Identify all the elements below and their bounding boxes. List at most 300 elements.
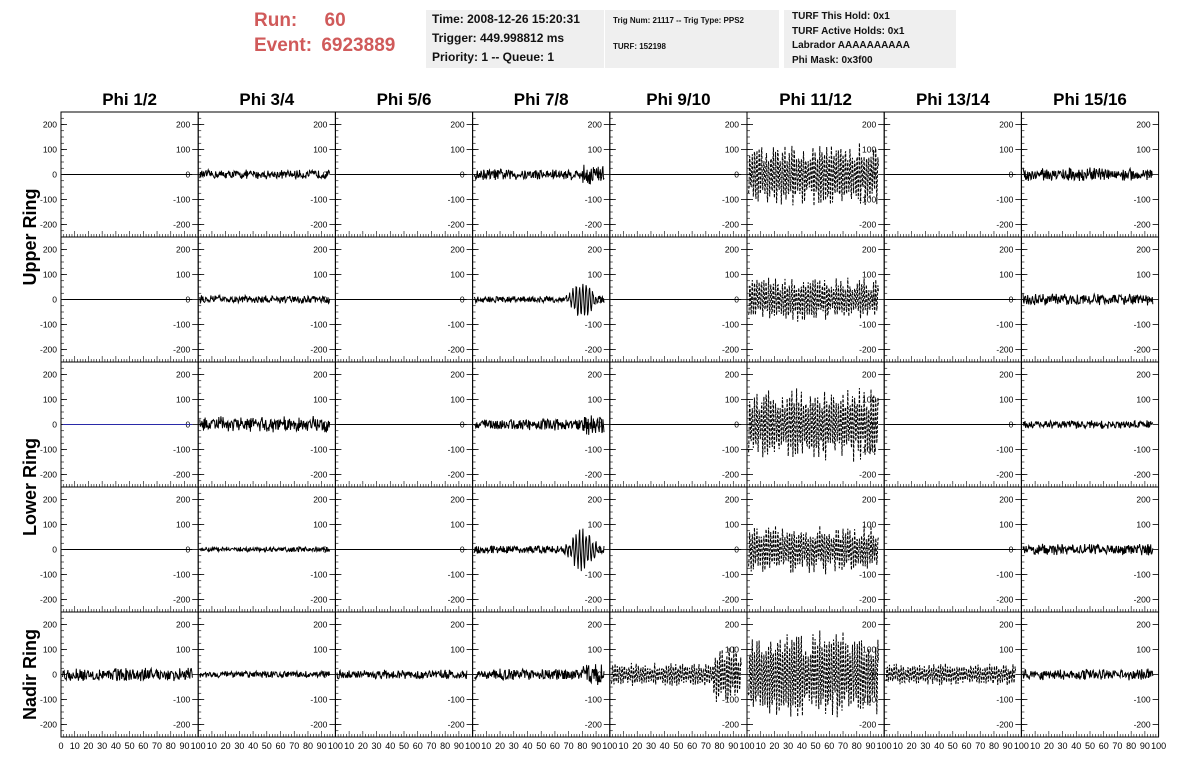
x-tick-label: 70 bbox=[426, 741, 437, 751]
y-tick-label: 200 bbox=[1136, 369, 1151, 380]
y-tick-label: 100 bbox=[1136, 394, 1151, 405]
y-tick-label: -200 bbox=[1133, 219, 1151, 230]
x-tick-label: 70 bbox=[152, 741, 163, 751]
waveform-trace bbox=[474, 529, 604, 572]
y-tick-label: -200 bbox=[859, 719, 877, 730]
y-tick-label: -100 bbox=[1133, 319, 1151, 330]
y-tick-label: 200 bbox=[862, 494, 877, 505]
y-tick-label: -200 bbox=[721, 594, 739, 605]
y-tick-label: -200 bbox=[1133, 344, 1151, 355]
y-tick-label: 0 bbox=[1008, 544, 1014, 555]
y-tick-label: 0 bbox=[1145, 169, 1151, 180]
x-tick-label: 70 bbox=[838, 741, 849, 751]
x-tick-label: 20 bbox=[906, 741, 917, 751]
outer-y-tick-label: 200 bbox=[42, 369, 57, 380]
y-tick-label: 100 bbox=[176, 519, 191, 530]
y-tick-label: -100 bbox=[859, 444, 877, 455]
y-tick-label: -100 bbox=[996, 194, 1014, 205]
y-tick-label: 100 bbox=[313, 519, 328, 530]
y-tick-label: 200 bbox=[587, 119, 602, 130]
x-tick-label: 90 bbox=[316, 741, 327, 751]
waveform-trace bbox=[337, 670, 467, 679]
x-tick-label: 30 bbox=[783, 741, 794, 751]
column-header: Phi 15/16 bbox=[1053, 90, 1127, 109]
y-tick-label: 0 bbox=[597, 669, 602, 680]
y-tick-label: -200 bbox=[310, 344, 328, 355]
y-tick-label: 100 bbox=[313, 394, 328, 405]
y-tick-label: 100 bbox=[862, 644, 877, 655]
y-tick-label: 200 bbox=[724, 494, 739, 505]
y-tick-label: 200 bbox=[724, 619, 739, 630]
row-group-label: Upper Ring bbox=[20, 188, 40, 286]
x-tick-label: 50 bbox=[673, 741, 684, 751]
x-tick-label: 90 bbox=[1139, 741, 1150, 751]
x-tick-label: 100 bbox=[602, 741, 618, 751]
y-tick-label: 0 bbox=[459, 419, 465, 430]
y-tick-label: -200 bbox=[996, 594, 1014, 605]
y-tick-label: 0 bbox=[1008, 419, 1014, 430]
y-tick-label: -100 bbox=[584, 444, 602, 455]
y-tick-label: -200 bbox=[721, 219, 739, 230]
y-tick-label: 0 bbox=[459, 544, 465, 555]
y-tick-label: 200 bbox=[450, 619, 465, 630]
x-tick-label: 80 bbox=[165, 741, 176, 751]
y-tick-label: -100 bbox=[173, 319, 191, 330]
y-tick-label: 100 bbox=[450, 519, 465, 530]
y-tick-label: 100 bbox=[724, 394, 739, 405]
x-tick-label: 60 bbox=[1098, 741, 1109, 751]
y-tick-label: 200 bbox=[313, 619, 328, 630]
x-tick-label: 50 bbox=[261, 741, 272, 751]
x-tick-label: 10 bbox=[1030, 741, 1041, 751]
y-tick-label: 100 bbox=[1136, 519, 1151, 530]
trigger-line: Trigger: 449.998812 ms bbox=[432, 31, 565, 45]
outer-y-tick-label: -200 bbox=[39, 594, 57, 605]
y-tick-label: 200 bbox=[587, 244, 602, 255]
column-header: Phi 5/6 bbox=[376, 90, 432, 109]
row-group-label: Nadir Ring bbox=[20, 628, 40, 721]
column-header: Phi 3/4 bbox=[239, 90, 295, 109]
row-group-label: Lower Ring bbox=[20, 438, 40, 536]
x-tick-label: 20 bbox=[83, 741, 94, 751]
y-tick-label: -200 bbox=[173, 469, 191, 480]
outer-y-tick-label: 0 bbox=[52, 669, 57, 680]
outer-y-tick-label: 100 bbox=[42, 144, 57, 155]
y-tick-label: 100 bbox=[862, 394, 877, 405]
y-tick-label: 200 bbox=[862, 369, 877, 380]
column-header: Phi 9/10 bbox=[646, 90, 711, 109]
x-tick-label: 50 bbox=[124, 741, 135, 751]
y-tick-label: -200 bbox=[859, 469, 877, 480]
y-tick-label: 0 bbox=[459, 169, 465, 180]
x-tick-label: 60 bbox=[961, 741, 972, 751]
y-tick-label: 100 bbox=[450, 644, 465, 655]
x-tick-label: 40 bbox=[110, 741, 121, 751]
waveform-trace bbox=[200, 671, 330, 678]
turf-line: TURF: 152198 bbox=[613, 42, 666, 51]
x-tick-label: 60 bbox=[687, 741, 698, 751]
x-tick-label: 80 bbox=[851, 741, 862, 751]
y-tick-label: 100 bbox=[999, 394, 1014, 405]
waveform-trace bbox=[474, 284, 604, 316]
x-tick-label: 30 bbox=[371, 741, 382, 751]
x-tick-label: 90 bbox=[865, 741, 876, 751]
outer-y-tick-label: 100 bbox=[42, 644, 57, 655]
y-tick-label: -100 bbox=[447, 194, 465, 205]
y-tick-label: 200 bbox=[313, 244, 328, 255]
y-tick-label: 200 bbox=[724, 119, 739, 130]
y-tick-label: -200 bbox=[584, 719, 602, 730]
x-tick-label: 40 bbox=[385, 741, 396, 751]
y-tick-label: -100 bbox=[859, 569, 877, 580]
y-tick-label: -200 bbox=[173, 344, 191, 355]
y-tick-label: 100 bbox=[450, 144, 465, 155]
event-value: 6923889 bbox=[321, 35, 396, 56]
y-tick-label: 0 bbox=[871, 669, 877, 680]
y-tick-label: -100 bbox=[173, 569, 191, 580]
x-tick-label: 60 bbox=[138, 741, 149, 751]
y-tick-label: -100 bbox=[447, 569, 465, 580]
x-tick-label: 40 bbox=[1071, 741, 1082, 751]
trig-line: Trig Num: 21117 -- Trig Type: PPS2 bbox=[613, 16, 745, 25]
y-tick-label: -200 bbox=[996, 219, 1014, 230]
x-tick-label: 90 bbox=[179, 741, 190, 751]
x-tick-label: 40 bbox=[248, 741, 259, 751]
outer-y-tick-label: 0 bbox=[52, 294, 57, 305]
y-tick-label: 100 bbox=[1136, 644, 1151, 655]
y-tick-label: 0 bbox=[1008, 169, 1014, 180]
x-tick-label: 90 bbox=[728, 741, 739, 751]
y-tick-label: -200 bbox=[1133, 469, 1151, 480]
event-label: Event: bbox=[254, 35, 313, 56]
y-tick-label: 100 bbox=[587, 269, 602, 280]
y-tick-label: 200 bbox=[999, 494, 1014, 505]
run-value: 60 bbox=[324, 10, 346, 31]
x-tick-label: 90 bbox=[453, 741, 464, 751]
y-tick-label: -200 bbox=[996, 344, 1014, 355]
waveform-trace bbox=[749, 278, 879, 322]
waveform-trace bbox=[474, 415, 604, 435]
x-tick-label: 20 bbox=[357, 741, 368, 751]
y-tick-label: -100 bbox=[584, 694, 602, 705]
waveform-trace bbox=[1023, 420, 1153, 429]
y-tick-label: -200 bbox=[173, 719, 191, 730]
y-tick-label: 0 bbox=[597, 169, 602, 180]
x-tick-label: 10 bbox=[618, 741, 629, 751]
x-tick-label: 30 bbox=[645, 741, 656, 751]
y-tick-label: 0 bbox=[185, 294, 191, 305]
y-tick-label: 200 bbox=[176, 119, 191, 130]
hold-line: TURF This Hold: 0x1 bbox=[792, 11, 890, 22]
x-tick-label: 100 bbox=[1013, 741, 1029, 751]
y-tick-label: -200 bbox=[310, 719, 328, 730]
y-tick-label: -100 bbox=[584, 194, 602, 205]
y-tick-label: 100 bbox=[313, 144, 328, 155]
y-tick-label: 100 bbox=[313, 269, 328, 280]
y-tick-label: -100 bbox=[447, 444, 465, 455]
x-tick-label: 50 bbox=[810, 741, 821, 751]
y-tick-label: 0 bbox=[1008, 669, 1014, 680]
x-tick-label: 100 bbox=[739, 741, 755, 751]
y-tick-label: 200 bbox=[1136, 119, 1151, 130]
y-tick-label: -200 bbox=[721, 469, 739, 480]
y-tick-label: 200 bbox=[999, 369, 1014, 380]
x-tick-label: 80 bbox=[302, 741, 313, 751]
y-tick-label: -100 bbox=[721, 194, 739, 205]
y-tick-label: -200 bbox=[447, 344, 465, 355]
y-tick-label: -100 bbox=[721, 319, 739, 330]
outer-y-tick-label: 100 bbox=[42, 394, 57, 405]
x-tick-label: 60 bbox=[275, 741, 286, 751]
y-tick-label: -200 bbox=[447, 469, 465, 480]
y-tick-label: 100 bbox=[724, 644, 739, 655]
waveform-trace bbox=[1023, 294, 1153, 306]
waveform-trace bbox=[886, 663, 1016, 685]
y-tick-label: -100 bbox=[996, 319, 1014, 330]
y-tick-label: -200 bbox=[1133, 719, 1151, 730]
y-tick-label: -100 bbox=[584, 319, 602, 330]
x-tick-label: 50 bbox=[1084, 741, 1096, 751]
y-tick-label: -200 bbox=[310, 594, 328, 605]
y-tick-label: 200 bbox=[587, 619, 602, 630]
y-tick-label: -200 bbox=[447, 719, 465, 730]
y-tick-label: 0 bbox=[871, 294, 877, 305]
active-holds-line: TURF Active Holds: 0x1 bbox=[792, 25, 905, 37]
waveform-trace bbox=[474, 165, 604, 185]
x-tick-label: 10 bbox=[206, 741, 217, 751]
y-tick-label: 100 bbox=[587, 144, 602, 155]
y-tick-label: 100 bbox=[313, 644, 328, 655]
x-tick-label: 0 bbox=[58, 741, 64, 751]
x-tick-label: 90 bbox=[591, 741, 602, 751]
outer-y-tick-label: -100 bbox=[39, 319, 57, 330]
waveform-trace bbox=[1023, 544, 1153, 556]
y-tick-label: -100 bbox=[584, 569, 602, 580]
waveform-trace bbox=[1023, 669, 1153, 681]
waveform-trace bbox=[200, 547, 330, 552]
x-tick-label: 100 bbox=[1151, 741, 1167, 751]
y-tick-label: -200 bbox=[584, 469, 602, 480]
y-tick-label: -100 bbox=[1133, 694, 1151, 705]
y-tick-label: -200 bbox=[310, 219, 328, 230]
x-tick-label: 10 bbox=[892, 741, 903, 751]
y-tick-label: -100 bbox=[173, 194, 191, 205]
y-tick-label: 0 bbox=[185, 669, 191, 680]
x-tick-label: 70 bbox=[975, 741, 986, 751]
waveform-trace bbox=[749, 526, 879, 575]
y-tick-label: -100 bbox=[447, 694, 465, 705]
y-tick-label: 100 bbox=[450, 269, 465, 280]
x-tick-label: 100 bbox=[876, 741, 892, 751]
y-tick-label: 0 bbox=[871, 544, 877, 555]
y-tick-label: 100 bbox=[724, 519, 739, 530]
column-header: Phi 7/8 bbox=[513, 90, 569, 109]
y-tick-label: -200 bbox=[310, 469, 328, 480]
outer-y-tick-label: -200 bbox=[39, 344, 57, 355]
outer-y-tick-label: 100 bbox=[42, 269, 57, 280]
outer-y-tick-label: -200 bbox=[39, 469, 57, 480]
x-tick-label: 60 bbox=[549, 741, 560, 751]
x-tick-label: 30 bbox=[234, 741, 245, 751]
column-header: Phi 11/12 bbox=[779, 90, 852, 109]
y-tick-label: 0 bbox=[322, 419, 328, 430]
x-tick-label: 10 bbox=[481, 741, 492, 751]
y-tick-label: 0 bbox=[734, 544, 739, 555]
outer-y-tick-label: 0 bbox=[52, 544, 57, 555]
y-tick-label: 100 bbox=[999, 144, 1014, 155]
outer-y-tick-label: 0 bbox=[52, 169, 57, 180]
y-tick-label: 0 bbox=[185, 544, 191, 555]
y-tick-label: 200 bbox=[1136, 244, 1151, 255]
outer-y-tick-label: -100 bbox=[39, 444, 57, 455]
y-tick-label: 200 bbox=[587, 494, 602, 505]
y-tick-label: 100 bbox=[176, 144, 191, 155]
outer-y-tick-label: 200 bbox=[42, 119, 57, 130]
x-tick-label: 100 bbox=[465, 741, 481, 751]
outer-y-tick-label: 200 bbox=[42, 494, 57, 505]
y-tick-label: 100 bbox=[724, 144, 739, 155]
y-tick-label: 100 bbox=[862, 519, 877, 530]
y-tick-label: 100 bbox=[176, 269, 191, 280]
x-tick-label: 30 bbox=[920, 741, 931, 751]
y-tick-label: 0 bbox=[1145, 669, 1151, 680]
y-tick-label: 200 bbox=[450, 494, 465, 505]
y-tick-label: 200 bbox=[313, 369, 328, 380]
y-tick-label: -100 bbox=[721, 694, 739, 705]
y-tick-label: 0 bbox=[871, 419, 877, 430]
y-tick-label: -100 bbox=[996, 444, 1014, 455]
x-tick-label: 10 bbox=[755, 741, 766, 751]
y-tick-label: 200 bbox=[313, 494, 328, 505]
y-tick-label: 0 bbox=[597, 294, 602, 305]
x-tick-label: 80 bbox=[577, 741, 588, 751]
x-tick-label: 40 bbox=[934, 741, 945, 751]
y-tick-label: 0 bbox=[734, 669, 739, 680]
x-tick-label: 80 bbox=[988, 741, 999, 751]
y-tick-label: 200 bbox=[862, 119, 877, 130]
y-tick-label: 100 bbox=[1136, 269, 1151, 280]
y-tick-label: 100 bbox=[999, 519, 1014, 530]
y-tick-label: 0 bbox=[871, 169, 877, 180]
y-tick-label: 0 bbox=[734, 169, 739, 180]
y-tick-label: -200 bbox=[721, 344, 739, 355]
outer-y-tick-label: -200 bbox=[39, 219, 57, 230]
x-tick-label: 20 bbox=[220, 741, 231, 751]
y-tick-label: -200 bbox=[584, 594, 602, 605]
x-tick-label: 20 bbox=[769, 741, 780, 751]
y-tick-label: 200 bbox=[450, 119, 465, 130]
y-tick-label: -100 bbox=[996, 694, 1014, 705]
y-tick-label: 100 bbox=[176, 394, 191, 405]
y-tick-label: 0 bbox=[1145, 419, 1151, 430]
x-tick-label: 50 bbox=[536, 741, 547, 751]
y-tick-label: 200 bbox=[176, 244, 191, 255]
time-line: Time: 2008-12-26 15:20:31 bbox=[432, 12, 580, 26]
y-tick-label: 0 bbox=[322, 169, 328, 180]
y-tick-label: -100 bbox=[1133, 569, 1151, 580]
x-tick-label: 100 bbox=[327, 741, 343, 751]
y-tick-label: -100 bbox=[310, 194, 328, 205]
y-tick-label: 200 bbox=[587, 369, 602, 380]
outer-y-tick-label: -200 bbox=[39, 719, 57, 730]
y-tick-label: 0 bbox=[1145, 294, 1151, 305]
y-tick-label: -200 bbox=[584, 344, 602, 355]
y-tick-label: -200 bbox=[584, 219, 602, 230]
waveform-trace bbox=[63, 668, 193, 681]
y-tick-label: 200 bbox=[999, 119, 1014, 130]
y-tick-label: 100 bbox=[176, 644, 191, 655]
y-tick-label: 0 bbox=[1008, 294, 1014, 305]
x-tick-label: 40 bbox=[796, 741, 807, 751]
outer-y-tick-label: 200 bbox=[42, 244, 57, 255]
x-tick-label: 70 bbox=[1112, 741, 1123, 751]
x-tick-label: 70 bbox=[289, 741, 300, 751]
x-tick-label: 10 bbox=[344, 741, 355, 751]
y-tick-label: 0 bbox=[322, 669, 328, 680]
x-tick-label: 80 bbox=[440, 741, 451, 751]
x-tick-label: 60 bbox=[824, 741, 835, 751]
y-tick-label: -200 bbox=[859, 344, 877, 355]
y-tick-label: -100 bbox=[859, 694, 877, 705]
y-tick-label: 100 bbox=[862, 269, 877, 280]
x-tick-label: 30 bbox=[97, 741, 108, 751]
waveform-trace bbox=[200, 295, 330, 303]
y-tick-label: -200 bbox=[996, 719, 1014, 730]
y-tick-label: -200 bbox=[859, 594, 877, 605]
y-tick-label: -100 bbox=[310, 694, 328, 705]
x-tick-label: 20 bbox=[632, 741, 643, 751]
y-tick-label: 200 bbox=[862, 619, 877, 630]
waveform-trace bbox=[200, 416, 330, 432]
outer-y-tick-label: -100 bbox=[39, 194, 57, 205]
y-tick-label: 200 bbox=[1136, 494, 1151, 505]
y-tick-label: 100 bbox=[999, 644, 1014, 655]
y-tick-label: 200 bbox=[999, 619, 1014, 630]
x-tick-label: 50 bbox=[947, 741, 958, 751]
x-tick-label: 40 bbox=[659, 741, 670, 751]
priority-line: Priority: 1 -- Queue: 1 bbox=[432, 50, 555, 64]
y-tick-label: 200 bbox=[450, 244, 465, 255]
y-tick-label: 100 bbox=[587, 644, 602, 655]
y-tick-label: -100 bbox=[447, 319, 465, 330]
x-tick-label: 20 bbox=[495, 741, 506, 751]
y-tick-label: 100 bbox=[724, 269, 739, 280]
waveform-trace bbox=[200, 170, 330, 179]
x-tick-label: 100 bbox=[190, 741, 206, 751]
x-tick-label: 70 bbox=[700, 741, 711, 751]
y-tick-label: -100 bbox=[1133, 194, 1151, 205]
x-tick-label: 40 bbox=[522, 741, 533, 751]
y-tick-label: -200 bbox=[447, 594, 465, 605]
x-tick-label: 80 bbox=[714, 741, 725, 751]
y-tick-label: 200 bbox=[176, 494, 191, 505]
y-tick-label: 200 bbox=[999, 244, 1014, 255]
y-tick-label: 200 bbox=[862, 244, 877, 255]
x-tick-label: 10 bbox=[69, 741, 80, 751]
x-tick-label: 80 bbox=[1126, 741, 1137, 751]
y-tick-label: -100 bbox=[721, 444, 739, 455]
y-tick-label: -200 bbox=[1133, 594, 1151, 605]
y-tick-label: 200 bbox=[313, 119, 328, 130]
y-tick-label: 0 bbox=[322, 294, 328, 305]
y-tick-label: -100 bbox=[310, 319, 328, 330]
y-tick-label: -200 bbox=[173, 594, 191, 605]
y-tick-label: -100 bbox=[310, 444, 328, 455]
y-tick-label: 200 bbox=[176, 619, 191, 630]
x-tick-label: 60 bbox=[412, 741, 423, 751]
y-tick-label: 200 bbox=[724, 244, 739, 255]
y-tick-label: -200 bbox=[859, 219, 877, 230]
